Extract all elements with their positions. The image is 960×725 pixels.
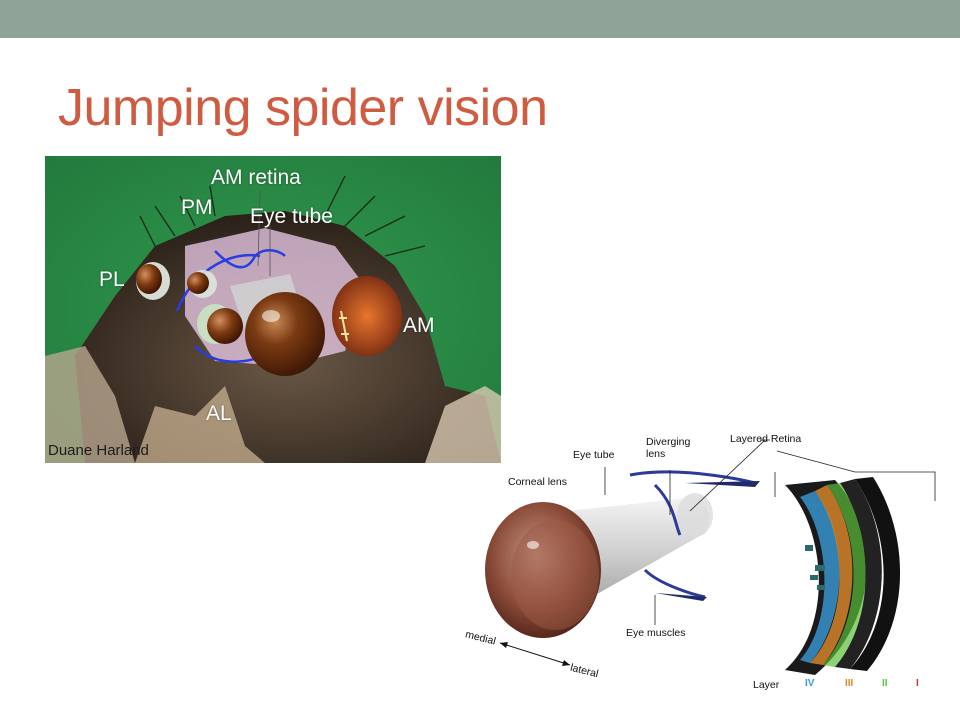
label-corneal-lens: Corneal lens bbox=[508, 476, 567, 488]
label-eye-tube: Eye tube bbox=[250, 205, 333, 228]
layer-ii: II bbox=[882, 678, 888, 689]
label-layered-retina: Layered Retina bbox=[730, 433, 802, 445]
label-diagram-eye-tube: Eye tube bbox=[573, 449, 615, 461]
top-banner bbox=[0, 0, 960, 38]
layer-i: I bbox=[916, 678, 919, 689]
label-lateral: lateral bbox=[568, 661, 600, 681]
layer-iii: III bbox=[845, 678, 854, 689]
label-eye-muscles: Eye muscles bbox=[626, 627, 686, 639]
spider-eye-photo bbox=[45, 156, 501, 463]
label-pm: PM bbox=[181, 196, 213, 219]
eye-anatomy-diagram bbox=[455, 425, 960, 720]
label-pl: PL bbox=[99, 268, 125, 291]
label-am-retina: AM retina bbox=[211, 166, 301, 189]
label-medial: medial bbox=[464, 628, 497, 648]
slide-title: Jumping spider vision bbox=[58, 79, 548, 137]
photo-credit: Duane Harland bbox=[48, 442, 149, 459]
spider-head-illustration bbox=[45, 156, 501, 463]
label-am: AM bbox=[403, 314, 435, 337]
layer-iv: IV bbox=[805, 678, 815, 689]
eye-tube-illustration bbox=[455, 425, 960, 720]
label-al: AL bbox=[206, 402, 232, 425]
label-diverging-lens: Diverging lens bbox=[646, 436, 691, 460]
label-layer: Layer bbox=[753, 679, 780, 691]
